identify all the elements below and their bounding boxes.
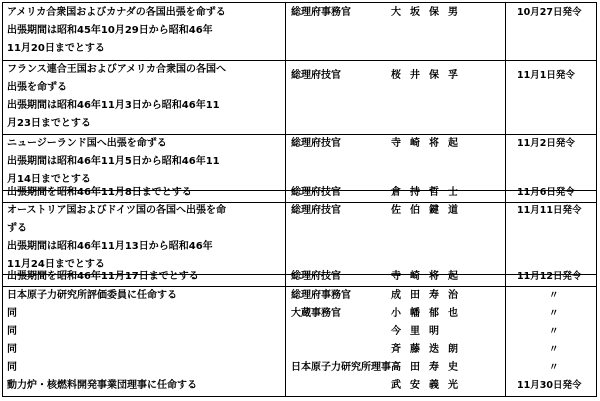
- post-cell: 日本原子力研究所理事: [291, 362, 391, 373]
- row-divider: [3, 202, 596, 203]
- content-line: 出張期間は昭和46年11月3日から昭和46年11: [7, 100, 220, 111]
- name-cell: 倉持哲士: [391, 187, 467, 198]
- content-line: ずる: [7, 223, 27, 234]
- column-divider: [505, 3, 506, 396]
- date-cell: 〃: [549, 290, 559, 301]
- date-cell: 11月6日発令: [517, 187, 575, 198]
- date-cell: 〃: [549, 308, 559, 319]
- column-divider: [285, 3, 286, 396]
- content-line: 11月20日までとする: [7, 43, 105, 54]
- date-cell: 〃: [549, 344, 559, 355]
- content-line: 出張期間を昭和46年11月17日までとする: [7, 271, 199, 282]
- personnel-table: [2, 2, 597, 397]
- name-cell: 成田寿治: [391, 290, 467, 301]
- content-line: フランス連合王国およびアメリカ合衆国の各国へ: [7, 64, 226, 75]
- name-cell: 高田寿史: [391, 362, 467, 373]
- content-line: 動力炉・核燃料開発事業団理事に任命する: [7, 380, 197, 391]
- row-divider: [3, 134, 596, 135]
- name-cell: 大坂保男: [391, 7, 467, 18]
- content-line: アメリカ合衆国およびカナダの各国出張を命ずる: [7, 7, 226, 18]
- name-cell: 小幡郁也: [391, 308, 467, 319]
- content-line: オーストリア国およびドイツ国の各国へ出張を命: [7, 205, 226, 216]
- name-cell: 武安義光: [391, 380, 467, 391]
- content-line: 出張期間は昭和46年11月13日から昭和46年: [7, 241, 213, 252]
- date-cell: 11月2日発令: [517, 138, 575, 149]
- content-line: 月14日までとする: [7, 174, 91, 185]
- row-divider: [3, 60, 596, 61]
- content-line: 月23日までとする: [7, 118, 91, 129]
- name-cell: 斉藤迭朗: [391, 344, 467, 355]
- post-cell: 総理府事務官: [291, 290, 351, 301]
- content-line: 同: [7, 362, 17, 373]
- date-cell: 11月12日発令: [517, 271, 582, 282]
- post-cell: 総理府技官: [291, 70, 341, 81]
- name-cell: 桜井保孚: [391, 70, 467, 81]
- name-cell: 寺崎将起: [391, 138, 467, 149]
- date-cell: 〃: [549, 362, 559, 373]
- date-cell: 10月27日発令: [517, 7, 582, 18]
- name-cell: 今里明: [391, 326, 448, 337]
- content-line: 同: [7, 308, 17, 319]
- post-cell: 総理府事務官: [291, 7, 351, 18]
- date-cell: 11月11日発令: [517, 205, 582, 216]
- row-divider: [3, 286, 596, 287]
- content-line: 出張期間は昭和46年11月5日から昭和46年11: [7, 156, 220, 167]
- content-line: ニュージーランド国へ出張を命ずる: [7, 138, 167, 149]
- date-cell: 11月1日発令: [517, 70, 575, 81]
- content-line: 同: [7, 326, 17, 337]
- content-line: 出張期間を昭和46年11月8日までとする: [7, 187, 192, 198]
- content-line: 日本原子力研究所評価委員に任命する: [7, 290, 177, 301]
- content-line: 出張期間は昭和45年10月29日から昭和46年: [7, 25, 213, 36]
- name-cell: 佐伯鍵道: [391, 205, 467, 216]
- content-line: 同: [7, 344, 17, 355]
- post-cell: 総理府技官: [291, 187, 341, 198]
- post-cell: 総理府技官: [291, 205, 341, 216]
- post-cell: 大蔵事務官: [291, 308, 341, 319]
- post-cell: 総理府技官: [291, 271, 341, 282]
- content-line: 11月24日までとする: [7, 259, 105, 270]
- content-line: 出張を命ずる: [7, 82, 67, 93]
- post-cell: 総理府技官: [291, 138, 341, 149]
- date-cell: 〃: [549, 326, 559, 337]
- date-cell: 11月30日発令: [517, 380, 582, 391]
- name-cell: 寺崎将起: [391, 271, 467, 282]
